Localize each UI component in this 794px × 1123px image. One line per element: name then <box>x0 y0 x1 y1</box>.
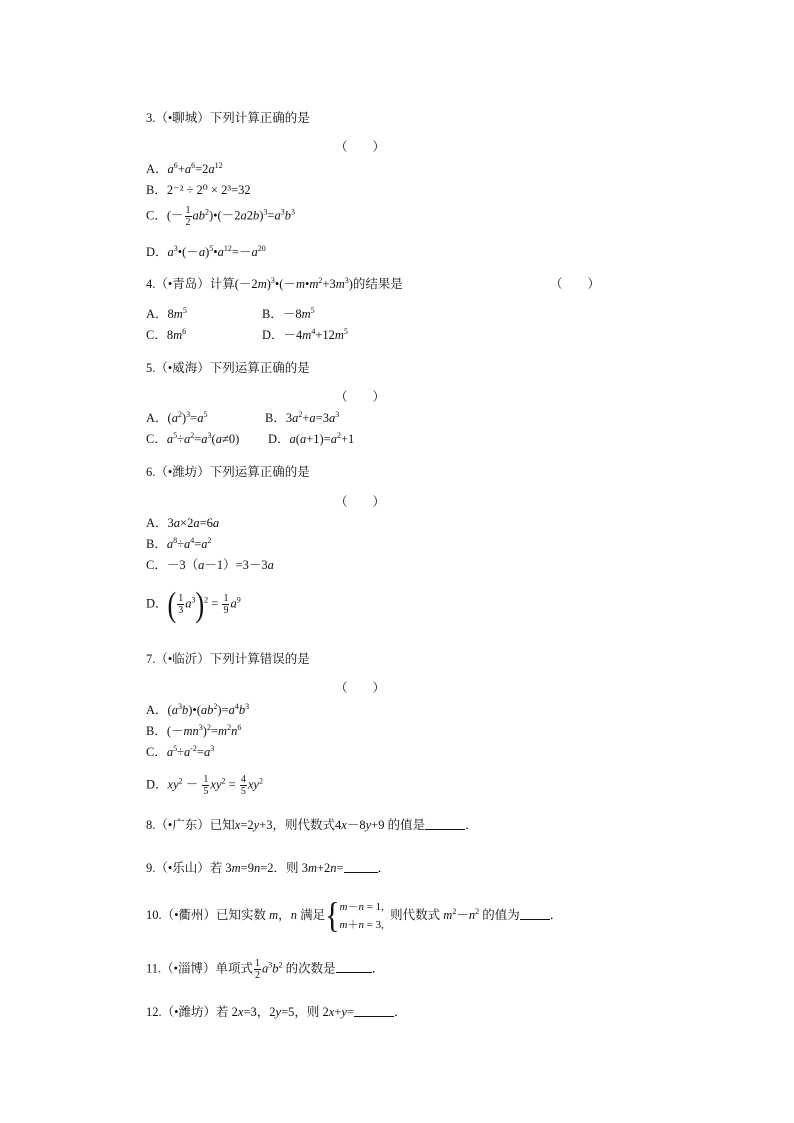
q4-stem: 4.（•青岛）计算$(-2m)^3•(-m•m^2+3m^3)$的结果是 <box>146 276 403 291</box>
q3-answer-bracket[interactable]: （ ） <box>335 140 386 154</box>
q7-option-c: C．$a^5\div a^{-2}=a^3$ <box>146 744 215 759</box>
q5-option-d: D．$a(a+1)=a^2+1$ <box>268 431 355 446</box>
q12-answer-blank[interactable] <box>354 1004 394 1017</box>
q5-stem: 5.（•威海）下列运算正确的是 <box>146 361 310 375</box>
q12-stem: 12.（•潍坊）若 2x=3，2y=5，则 2x+y= ． <box>146 1005 407 1019</box>
q5-answer-bracket[interactable]: （ ） <box>335 390 386 404</box>
q6-option-b: B．$a^8\div a^4=a^2$ <box>146 536 212 551</box>
q10-stem: 10.（•衢州）已知实数 m，n 满足{ m－n = 1, m＋n = 3, 则代数式 $m^2-n^2$ 的值为 ． <box>146 895 563 936</box>
q7-option-b: B．$(-mn^3)^2=m^2n^6$ <box>146 723 242 738</box>
q6-option-a: A．3a×2a=6a <box>146 516 220 530</box>
q6-option-c: C．－3（a－1）=3－3a <box>146 558 274 572</box>
q3-stem: 3.（•聊城）下列计算正确的是 <box>146 111 310 125</box>
q7-option-a: A．$(a^3b)•(ab^2)=a^4b^3$ <box>146 702 250 717</box>
q4-option-a: A．$8m^5$ <box>146 306 187 321</box>
q3-option-d: D．$a^3•(-a)^5•a^{12}=-a^{20}$ <box>146 244 266 259</box>
q8-answer-blank[interactable] <box>425 817 465 830</box>
q6-option-d: D．( $\frac{1}{3}$ $a^3)^2$ = $\frac{1}{9}$ $a^9$ <box>146 584 241 624</box>
q10-answer-blank[interactable] <box>520 907 550 920</box>
q8-stem: 8.（•广东）已知x=2y+3，则代数式4x－8y+9 的值是 ． <box>146 818 478 832</box>
q11-stem: 11.（•淄博）单项式 $\frac{1}{2}$ $a^3b^2$ 的次数是 ． <box>146 958 385 981</box>
q3-option-b: B．2⁻² ÷ 2⁰ × 2³=32 <box>146 183 251 197</box>
q6-answer-bracket[interactable]: （ ） <box>335 495 386 509</box>
q4-option-b: B．$-8m^5$ <box>262 306 315 321</box>
q3-option-c: C．(－ $\frac{1}{2}$ $ab^2)•(-2a2b)^3=a^3b^3$ <box>146 205 295 228</box>
q6-stem: 6.（•潍坊）下列运算正确的是 <box>146 465 310 479</box>
q7-option-d: D．$xy^2$ － $\frac{1}{5}$ $xy^2$ = $\frac{4}{5}$ $xy^2$ <box>146 774 263 797</box>
q5-option-c: C．$a^5\div a^2=a^3(a\ne 0)$ <box>146 431 240 446</box>
q7-answer-bracket[interactable]: （ ） <box>335 681 386 695</box>
q4-option-d: D．$-4m^4+12m^5$ <box>262 327 348 342</box>
q5-option-b: B．$3a^2+a=3a^3$ <box>265 410 340 425</box>
q11-answer-blank[interactable] <box>336 960 372 973</box>
q5-option-a: A．$(a^2)^3=a^5$ <box>146 410 208 425</box>
q9-answer-blank[interactable] <box>344 860 378 873</box>
q4-answer-bracket[interactable]: （ ） <box>550 277 601 291</box>
q4-option-c: C．$8m^6$ <box>146 327 187 342</box>
q7-stem: 7.（•临沂）下列计算错误的是 <box>146 652 310 666</box>
q9-stem: 9.（•乐山）若 3m=9n=2．则 3m+2n= ． <box>146 861 391 875</box>
q3-option-a: A．$a^6+a^6=2a^{12}$ <box>146 161 223 176</box>
